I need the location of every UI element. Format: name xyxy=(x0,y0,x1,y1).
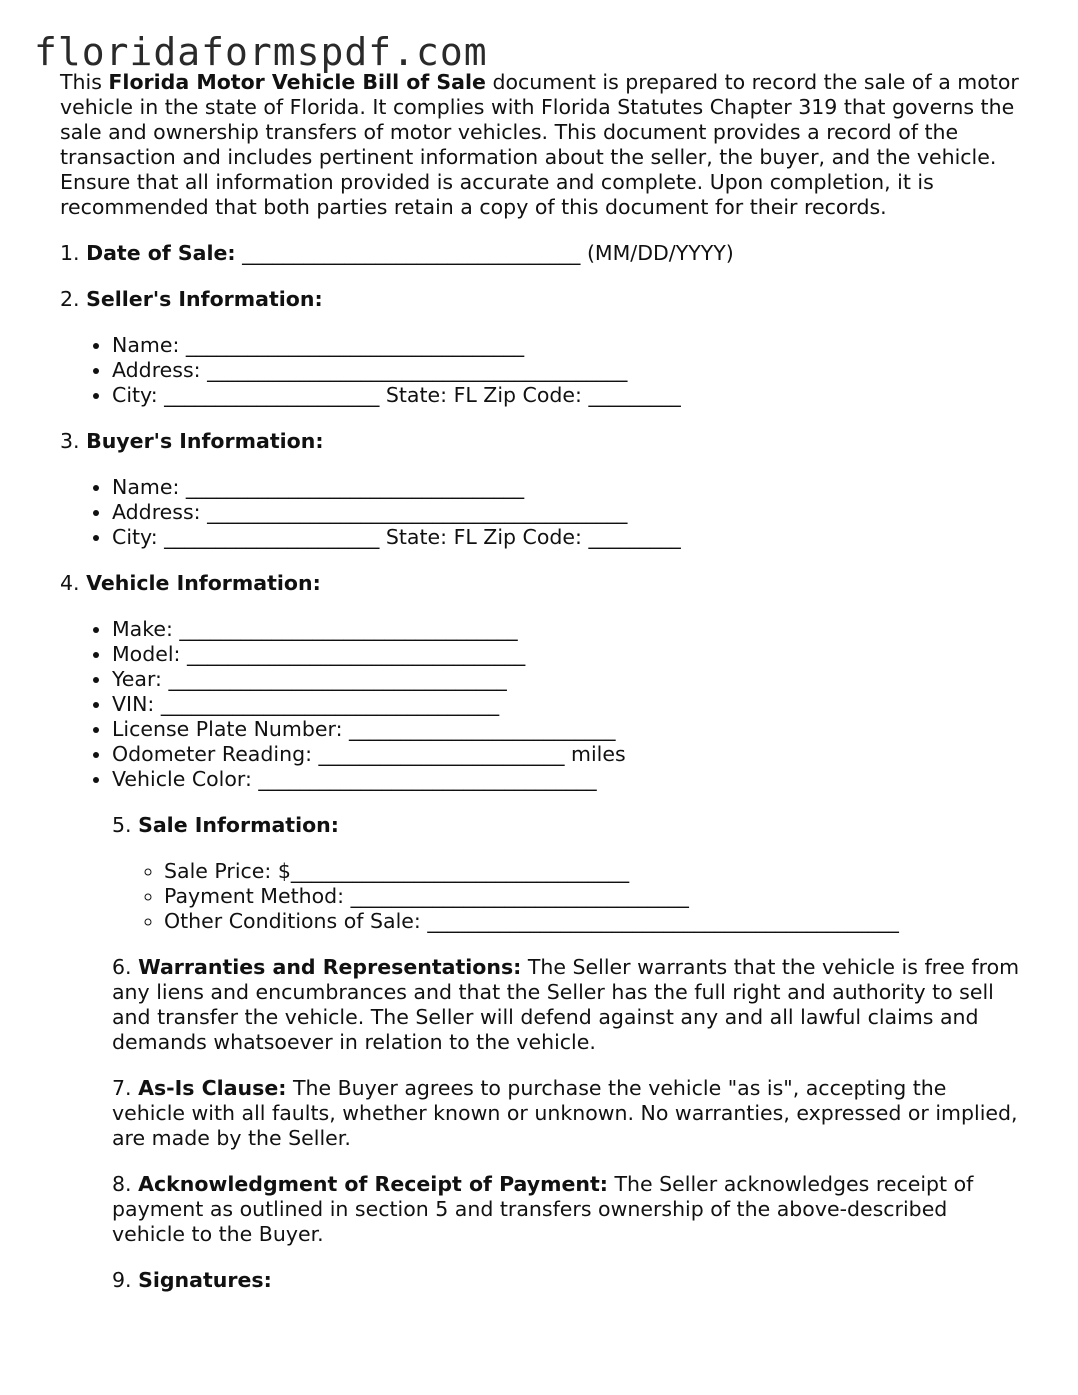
seller-name-field[interactable]: • Name: _________________________________ xyxy=(112,333,1020,358)
seller-city-field[interactable]: • City: _____________________ State: FL Zip Code: _________ xyxy=(112,383,1020,408)
section-vehicle-information xyxy=(60,571,1020,596)
buyer-name-field[interactable]: • Name: _________________________________ xyxy=(112,475,1020,500)
buyer-city-field[interactable]: • City: _____________________ State: FL Zip Code: _________ xyxy=(112,525,1020,550)
section-heading: Signatures: xyxy=(138,1268,272,1292)
intro-prefix: This xyxy=(60,70,109,94)
odometer-field[interactable]: • Odometer Reading: ________________________ miles xyxy=(112,742,1020,767)
vehicle-year-field[interactable]: • Year: _________________________________ xyxy=(112,667,1020,692)
indented-sections xyxy=(112,813,1020,1293)
section-number: 6. xyxy=(112,955,139,979)
section-receipt-of-payment xyxy=(112,1172,1020,1247)
intro-body: document is prepared to record the sale of a motor vehicle in the state of Florida. It complies with Florida Statutes Chapter 319 that governs the sale and ownership transfers of motor vehicles. This document provides a record of the transaction and includes pertinent information about the seller, the buyer, and the vehicle. Ensure that all information provided is accurate and complete. Upon completion, it is recommended that both parties retain a copy of this document for their records. xyxy=(60,70,1019,219)
section-number: 7. xyxy=(112,1076,139,1100)
section-number: 3. xyxy=(60,429,87,453)
intro-paragraph xyxy=(60,70,1020,220)
section-body: The Seller acknowledges receipt of payment as outlined in section 5 and transfers ownership of the above-described vehicle to the Buyer. xyxy=(112,1172,974,1246)
section-as-is-clause xyxy=(112,1076,1020,1151)
section-date-of-sale xyxy=(60,241,1020,266)
buyer-address-field[interactable]: • Address: _________________________________________ xyxy=(112,500,1020,525)
vehicle-color-field[interactable]: • Vehicle Color: _________________________________ xyxy=(112,767,1020,792)
section-heading: Vehicle Information: xyxy=(86,571,321,595)
vehicle-make-field[interactable]: • Make: _________________________________ xyxy=(112,617,1020,642)
section-heading: Date of Sale: xyxy=(86,241,236,265)
section-heading: As-Is Clause: xyxy=(138,1076,287,1100)
section-heading: Warranties and Representations: xyxy=(138,955,522,979)
watermark-text: floridaformspdf.com xyxy=(34,30,488,74)
section-heading: Buyer's Information: xyxy=(86,429,324,453)
section-warranties xyxy=(112,955,1020,1055)
vehicle-fields-list xyxy=(60,617,1020,792)
section-heading: Seller's Information: xyxy=(86,287,323,311)
section-number: 2. xyxy=(60,287,87,311)
license-plate-field[interactable]: • License Plate Number: __________________________ xyxy=(112,717,1020,742)
seller-address-field[interactable]: • Address: _________________________________________ xyxy=(112,358,1020,383)
section-number: 1. xyxy=(60,241,87,265)
document-title: Florida Motor Vehicle Bill of Sale xyxy=(108,70,486,94)
section-number: 4. xyxy=(60,571,87,595)
section-number: 9. xyxy=(112,1268,139,1292)
section-body: The Seller warrants that the vehicle is free from any liens and encumbrances and that the Seller has the full right and authority to sell and transfer the vehicle. The Seller will defend against any and all lawful claims and demands whatsoever in relation to the vehicle. xyxy=(112,955,1020,1054)
section-number: 8. xyxy=(112,1172,139,1196)
section-sale-information xyxy=(112,813,1020,838)
section-seller-information xyxy=(60,287,1020,312)
date-format-hint: (MM/DD/YYYY) xyxy=(580,241,734,265)
section-body: The Buyer agrees to purchase the vehicle "as is", accepting the vehicle with all faults, whether known or unknown. No warranties, expressed or implied, are made by the Seller. xyxy=(112,1076,1018,1150)
section-heading: Acknowledgment of Receipt of Payment: xyxy=(138,1172,608,1196)
date-of-sale-field[interactable]: _________________________________ xyxy=(235,241,581,265)
sale-fields-list xyxy=(112,859,1020,934)
bill-of-sale-document xyxy=(60,70,1020,1314)
section-signatures xyxy=(112,1268,1020,1293)
section-number: 5. xyxy=(112,813,139,837)
seller-fields-list xyxy=(60,333,1020,408)
section-buyer-information xyxy=(60,429,1020,454)
buyer-fields-list xyxy=(60,475,1020,550)
other-conditions-field[interactable]: ◦ Other Conditions of Sale: ______________________________________________ xyxy=(164,909,1020,934)
payment-method-field[interactable]: ◦ Payment Method: _________________________________ xyxy=(164,884,1020,909)
vehicle-vin-field[interactable]: • VIN: _________________________________ xyxy=(112,692,1020,717)
vehicle-model-field[interactable]: • Model: _________________________________ xyxy=(112,642,1020,667)
section-heading: Sale Information: xyxy=(138,813,339,837)
sale-price-field[interactable]: ◦ Sale Price: $_________________________________ xyxy=(164,859,1020,884)
